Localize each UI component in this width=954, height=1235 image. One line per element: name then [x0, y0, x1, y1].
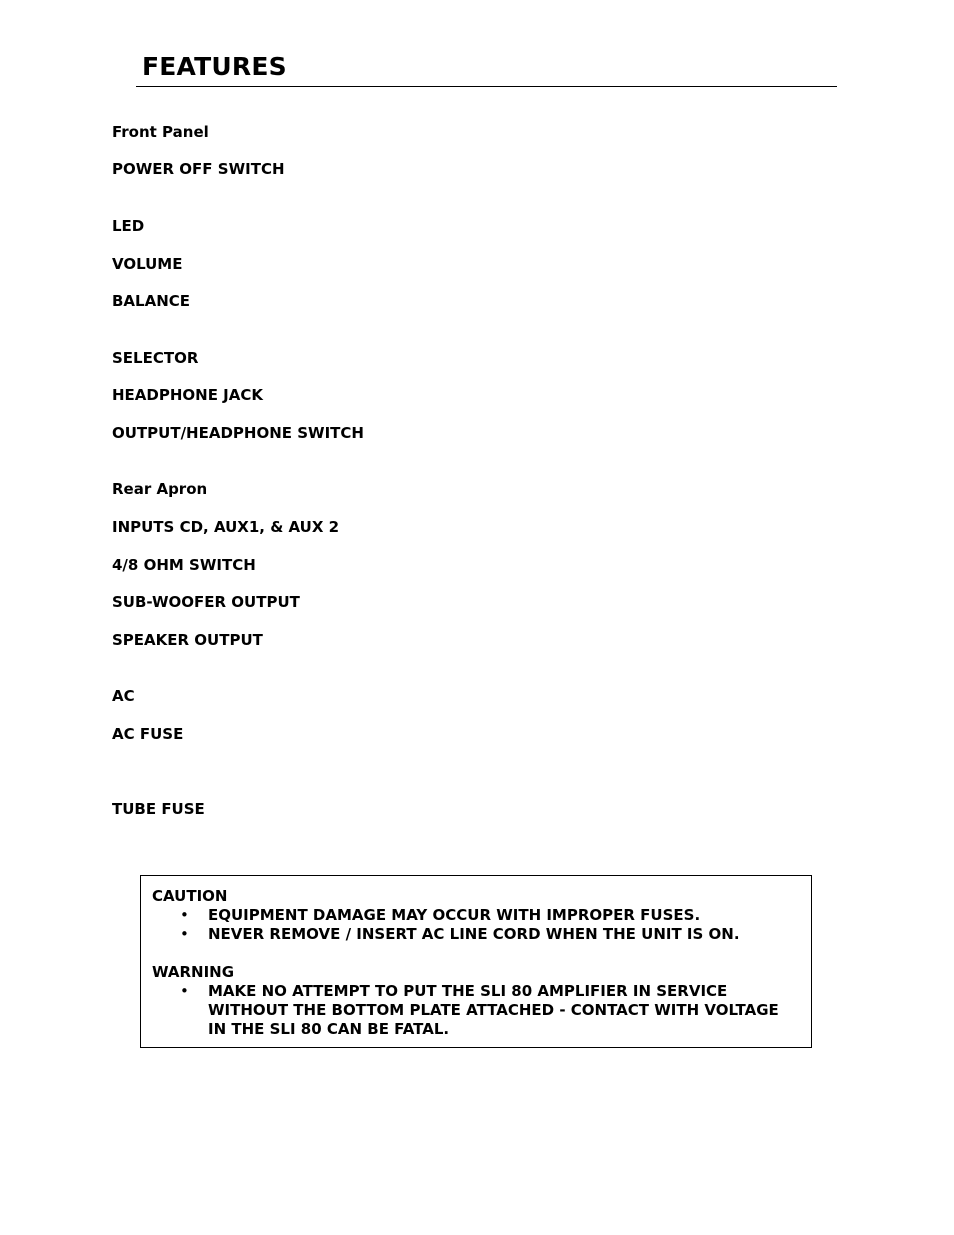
bullet-icon: •: [180, 925, 189, 943]
feature-sub-woofer-output: SUB-WOOFER OUTPUT: [112, 593, 300, 611]
feature-led: LED: [112, 217, 145, 235]
feature-inputs: INPUTS CD, AUX1, & AUX 2: [112, 518, 340, 536]
feature-tube-fuse: TUBE FUSE: [112, 800, 205, 818]
feature-output-headphone-switch: OUTPUT/HEADPHONE SWITCH: [112, 424, 364, 442]
section-heading-front-panel: Front Panel: [112, 123, 209, 141]
warning-heading: WARNING: [152, 963, 235, 981]
caution-heading: CAUTION: [152, 887, 228, 905]
feature-volume: VOLUME: [112, 255, 183, 273]
warning-item-text: MAKE NO ATTEMPT TO PUT THE SLI 80 AMPLIFIER IN SERVICE WITHOUT THE BOTTOM PLATE ATTACHED - CONTACT WITH VOLTAGE IN THE SLI 80 CAN BE FATAL.: [208, 982, 779, 1038]
feature-selector: SELECTOR: [112, 349, 199, 367]
feature-ohm-switch: 4/8 OHM SWITCH: [112, 556, 256, 574]
feature-ac-fuse: AC FUSE: [112, 725, 184, 743]
bullet-icon: •: [180, 982, 189, 1000]
caution-list: [141, 906, 811, 944]
warning-item: [141, 982, 811, 1039]
caution-warning-box: [140, 875, 812, 1048]
feature-ac: AC: [112, 687, 135, 705]
title-divider: [136, 86, 837, 87]
bullet-icon: •: [180, 906, 189, 924]
feature-balance: BALANCE: [112, 292, 191, 310]
feature-power-off-switch: POWER OFF SWITCH: [112, 160, 285, 178]
caution-item: [141, 925, 811, 944]
caution-item-text: NEVER REMOVE / INSERT AC LINE CORD WHEN THE UNIT IS ON.: [208, 925, 740, 943]
feature-headphone-jack: HEADPHONE JACK: [112, 386, 264, 404]
page-title: FEATURES: [142, 52, 287, 81]
caution-item: [141, 906, 811, 925]
caution-item-text: EQUIPMENT DAMAGE MAY OCCUR WITH IMPROPER FUSES.: [208, 906, 701, 924]
feature-speaker-output: SPEAKER OUTPUT: [112, 631, 263, 649]
section-heading-rear-apron: Rear Apron: [112, 480, 208, 498]
warning-list: [141, 982, 811, 1039]
